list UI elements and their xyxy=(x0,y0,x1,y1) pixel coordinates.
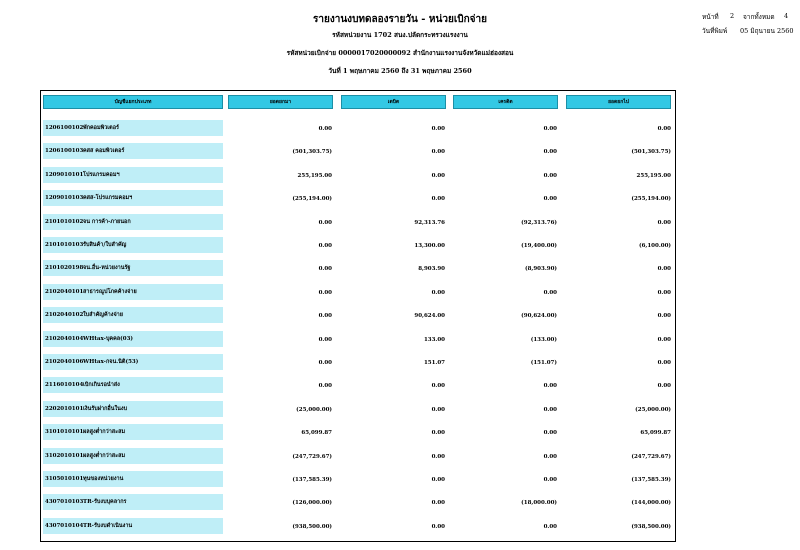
account-code: 1206100102 xyxy=(45,125,84,131)
total-pages: 4 xyxy=(784,12,789,20)
account-name: ใบสำคัญค้างจ่าย xyxy=(83,312,123,319)
credit-amount: (18,000.00) xyxy=(521,500,557,507)
account-name: เบิกเกินรอนำส่ง xyxy=(83,382,120,389)
table-row xyxy=(41,352,675,374)
credit-amount: (19,400.00) xyxy=(521,243,557,249)
carried-forward-amount: (25,000.00) xyxy=(635,406,671,413)
account-cell xyxy=(43,260,223,276)
account-cell xyxy=(43,377,223,393)
print-date-label: วันที่พิมพ์ xyxy=(702,27,728,35)
credit-amount: 0.00 xyxy=(543,453,557,460)
account-cell xyxy=(43,120,223,136)
debit-amount: 151.07 xyxy=(423,360,445,366)
table-row xyxy=(41,141,675,163)
account-code: 4307010103 xyxy=(45,499,84,506)
debit-amount: 13,300.00 xyxy=(414,243,445,249)
table-row xyxy=(41,165,675,187)
table-row xyxy=(41,212,675,234)
account-cell xyxy=(43,518,223,534)
account-name: คสส-โปรแกรมคอมฯ xyxy=(83,195,133,202)
carried-forward-amount: (938,500.00) xyxy=(631,523,671,530)
credit-amount: 0.00 xyxy=(543,430,557,437)
debit-amount: 0.00 xyxy=(431,477,445,483)
account-name: เงินรับฝากอื่นในงบ xyxy=(83,405,128,412)
carried-forward-amount: (247,729.67) xyxy=(631,453,671,460)
account-cell xyxy=(43,284,223,300)
account-code: 2101020198 xyxy=(45,265,84,272)
table-row xyxy=(41,446,675,468)
credit-amount: 0.00 xyxy=(543,196,557,203)
account-name: รับสินค้า/ใบสำคัญ xyxy=(83,242,127,248)
account-name: คสส คอมพิวเตอร์ xyxy=(83,148,125,155)
account-cell xyxy=(43,401,223,417)
brought-forward-amount: 0.00 xyxy=(318,313,332,320)
table-row xyxy=(41,375,675,397)
brought-forward-amount: 255,195.00 xyxy=(297,172,332,179)
debit-amount: 0.00 xyxy=(431,500,445,507)
account-code: 3102010101 xyxy=(45,452,84,459)
brought-forward-amount: (501,303.75) xyxy=(292,149,332,156)
debit-amount: 92,313.76 xyxy=(414,219,445,226)
print-date: 05 มิถุนายน 2560 xyxy=(740,27,794,35)
credit-amount: 0.00 xyxy=(543,383,557,390)
account-name: WHtax-กจน.นิติ(53) xyxy=(83,359,139,365)
brought-forward-amount: 0.00 xyxy=(318,383,332,390)
account-name: พักคอมพิวเตอร์ xyxy=(83,125,119,131)
debit-amount: 8,903.90 xyxy=(418,266,445,273)
brought-forward-amount: 0.00 xyxy=(318,360,332,366)
column-header-account: บัญชีแยกประเภท xyxy=(43,95,223,109)
carried-forward-amount: 0.00 xyxy=(657,126,671,132)
account-code: 2102040101 xyxy=(45,288,84,295)
carried-forward-amount: 255,195.00 xyxy=(636,172,671,179)
page-label: หน้าที่ xyxy=(702,13,719,21)
brought-forward-amount: 0.00 xyxy=(318,219,332,226)
debit-amount: 0.00 xyxy=(431,523,445,530)
column-header-debit: เดบิต xyxy=(341,95,446,109)
debit-amount: 0.00 xyxy=(431,126,445,132)
carried-forward-amount: 0.00 xyxy=(657,313,671,320)
period-line: วันที่ 1 พฤษภาคม 2560 ถึง 31 พฤษภาคม 2560 xyxy=(328,67,472,75)
debit-amount: 0.00 xyxy=(431,289,445,296)
carried-forward-amount: 0.00 xyxy=(657,336,671,343)
brought-forward-amount: 0.00 xyxy=(318,266,332,273)
account-code: 2101010103 xyxy=(45,242,84,248)
column-header-credit: เครดิต xyxy=(453,95,558,109)
credit-amount: 0.00 xyxy=(543,523,557,530)
account-code: 2102040104 xyxy=(45,335,84,342)
account-code: 2202010101 xyxy=(45,405,84,412)
account-cell xyxy=(43,331,223,347)
debit-amount: 0.00 xyxy=(431,149,445,156)
account-code: 2102040102 xyxy=(45,312,84,319)
account-code: 3101010101 xyxy=(45,429,84,436)
debit-amount: 0.00 xyxy=(431,453,445,460)
account-name: จน การค้า-ภายนอก xyxy=(83,218,131,225)
account-cell xyxy=(43,237,223,253)
report-title: รายงานงบทดลองรายวัน - หน่วยเบิกจ่าย xyxy=(313,14,487,25)
account-name: สาธารณูปโภคค้างจ่าย xyxy=(83,288,137,295)
brought-forward-amount: 0.00 xyxy=(318,126,332,132)
debit-amount: 0.00 xyxy=(431,406,445,413)
account-name: ผลสูงต่ำกว่าสะสม xyxy=(83,429,126,436)
account-name: ทุนของหน่วยงาน xyxy=(83,476,124,482)
brought-forward-amount: 0.00 xyxy=(318,243,332,249)
table-row xyxy=(41,282,675,304)
account-cell xyxy=(43,424,223,440)
brought-forward-amount: (247,729.67) xyxy=(292,453,332,460)
carried-forward-amount: 0.00 xyxy=(657,219,671,226)
credit-amount: (8,903.90) xyxy=(525,266,557,273)
table-row xyxy=(41,492,675,514)
account-cell xyxy=(43,448,223,464)
credit-amount: (151.07) xyxy=(530,360,557,366)
debit-amount: 0.00 xyxy=(431,172,445,179)
account-name: TR-รับงบดำเนินงาน xyxy=(83,522,133,529)
carried-forward-amount: (501,303.75) xyxy=(631,149,671,156)
table-row xyxy=(41,329,675,351)
credit-amount: 0.00 xyxy=(543,477,557,483)
account-code: 4307010104 xyxy=(45,522,84,529)
column-header-carried-forward: ยอดยกไป xyxy=(566,95,671,109)
debit-amount: 90,624.00 xyxy=(414,313,445,320)
brought-forward-amount: (137,585.39) xyxy=(292,477,332,483)
carried-forward-amount: (255,194.00) xyxy=(631,196,671,203)
column-header-brought-forward: ยอดยกมา xyxy=(228,95,333,109)
account-cell xyxy=(43,190,223,206)
table-row xyxy=(41,258,675,280)
agency-line: รหัสหน่วยงาน 1702 สนง.ปลัดกระทรวงแรงงาน xyxy=(332,31,468,39)
brought-forward-amount: (126,000.00) xyxy=(292,500,332,507)
brought-forward-amount: 65,099.87 xyxy=(301,430,332,437)
total-pages-label: จากทั้งหมด xyxy=(743,13,775,21)
table-row xyxy=(41,188,675,210)
credit-amount: 0.00 xyxy=(543,289,557,296)
debit-amount: 133.00 xyxy=(423,336,445,343)
page-number: 2 xyxy=(730,12,735,20)
disbursement-unit-line: รหัสหน่วยเบิกจ่าย 0000017020000092 สำนักงานแรงงานจังหวัดแม่ฮ่องสอน xyxy=(286,49,514,57)
table-row xyxy=(41,469,675,491)
carried-forward-amount: 0.00 xyxy=(657,266,671,273)
account-code: 2116010104 xyxy=(45,382,84,389)
credit-amount: (92,313.76) xyxy=(521,219,557,226)
brought-forward-amount: (938,500.00) xyxy=(292,523,332,530)
table-row xyxy=(41,235,675,257)
credit-amount: 0.00 xyxy=(543,406,557,413)
account-cell xyxy=(43,167,223,183)
brought-forward-amount: 0.00 xyxy=(318,336,332,343)
account-name: ผลสูงต่ำกว่าสะสม xyxy=(83,452,126,459)
credit-amount: (90,624.00) xyxy=(521,313,557,320)
account-cell xyxy=(43,214,223,230)
account-code: 2102040106 xyxy=(45,359,84,365)
account-code: 2101010102 xyxy=(45,218,84,225)
carried-forward-amount: (6,100.00) xyxy=(639,243,671,249)
carried-forward-amount: 0.00 xyxy=(657,383,671,390)
account-cell xyxy=(43,494,223,510)
table-row xyxy=(41,422,675,444)
account-code: 3105010101 xyxy=(45,476,84,482)
credit-amount: (133.00) xyxy=(530,336,557,343)
table-row xyxy=(41,399,675,421)
account-cell xyxy=(43,307,223,323)
carried-forward-amount: (144,000.00) xyxy=(631,500,671,507)
debit-amount: 0.00 xyxy=(431,196,445,203)
debit-amount: 0.00 xyxy=(431,383,445,390)
account-name: WHtax-บุคคล(03) xyxy=(83,335,134,342)
account-code: 1206100103 xyxy=(45,148,84,155)
table-row xyxy=(41,305,675,327)
brought-forward-amount: (255,194.00) xyxy=(292,196,332,203)
account-cell xyxy=(43,143,223,159)
account-name: จน.อื่น-หน่วยงานรัฐ xyxy=(83,265,131,272)
table-row xyxy=(41,118,675,140)
account-cell xyxy=(43,354,223,370)
trial-balance-table xyxy=(40,90,676,542)
account-code: 1209010103 xyxy=(45,195,84,202)
carried-forward-amount: 0.00 xyxy=(657,289,671,296)
brought-forward-amount: 0.00 xyxy=(318,289,332,296)
account-code: 1209010101 xyxy=(45,171,84,178)
table-row xyxy=(41,516,675,538)
account-name: โปรแกรมคอมฯ xyxy=(83,171,120,178)
carried-forward-amount: 0.00 xyxy=(657,360,671,366)
carried-forward-amount: 65,099.87 xyxy=(640,430,671,437)
credit-amount: 0.00 xyxy=(543,172,557,179)
carried-forward-amount: (137,585.39) xyxy=(631,477,671,483)
credit-amount: 0.00 xyxy=(543,126,557,132)
credit-amount: 0.00 xyxy=(543,149,557,156)
account-cell xyxy=(43,471,223,487)
brought-forward-amount: (25,000.00) xyxy=(296,406,332,413)
account-name: TR-รับงบบุคลากร xyxy=(83,499,127,506)
debit-amount: 0.00 xyxy=(431,430,445,437)
